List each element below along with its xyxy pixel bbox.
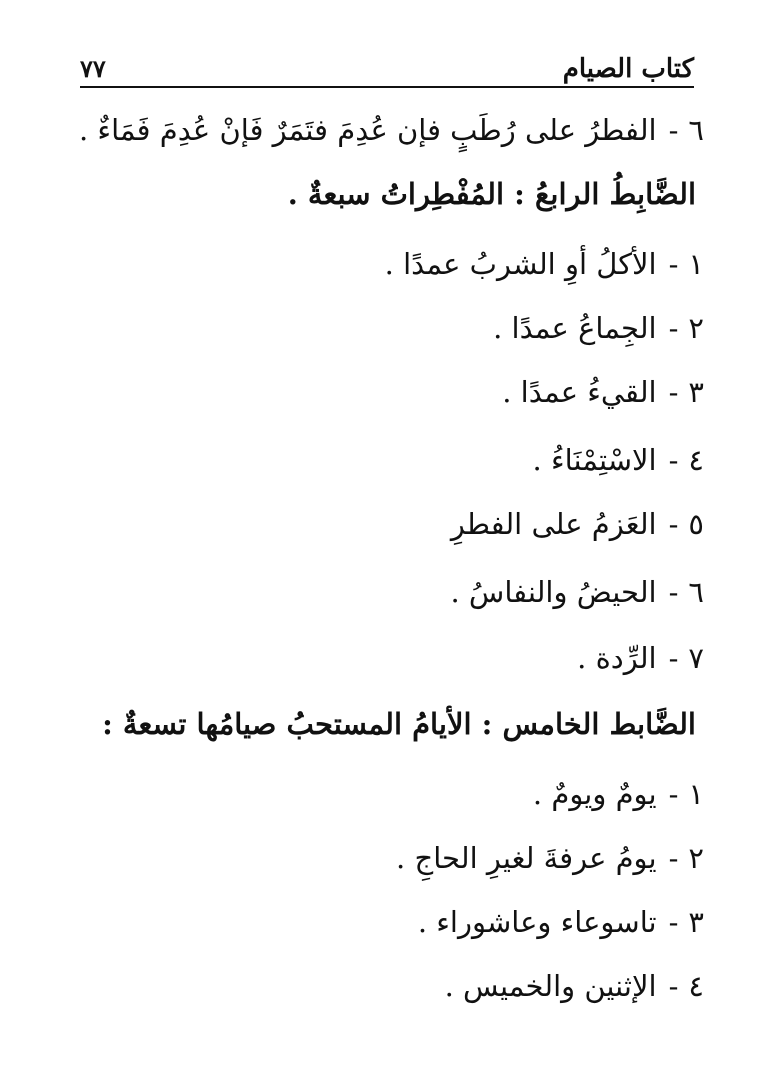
item-number: ١ (688, 247, 704, 281)
item-number: ٦ (688, 575, 704, 609)
item-dash: - (668, 641, 679, 675)
item-text: الحيضُ والنفاسُ . (450, 575, 657, 609)
list-item (418, 900, 704, 944)
item-dash: - (668, 247, 679, 281)
list-item (533, 772, 704, 816)
item-dash: - (668, 575, 679, 609)
list-item (533, 438, 704, 482)
item-number: ٢ (688, 311, 704, 345)
section-heading: الضَّابط الخامس : الأيامُ المستحبُ صيامُها تسعةٌ : (102, 707, 696, 741)
page-number: ٧٧ (80, 54, 106, 83)
item-number: ٣ (688, 375, 704, 409)
item-number: ٥ (688, 507, 704, 541)
list-item (502, 370, 704, 414)
item-text: تاسوعاء وعاشوراء . (417, 905, 657, 939)
item-dash: - (668, 777, 679, 811)
item-dash: - (668, 375, 679, 409)
item-text: الرِّدة . (577, 641, 657, 675)
item-dash: - (668, 905, 679, 939)
item-text: العَزمُ على الفطرِ (450, 507, 657, 541)
item-dash: - (668, 507, 679, 541)
item-number: ٤ (688, 969, 704, 1003)
item-dash: - (668, 443, 679, 477)
list-item (445, 964, 704, 1008)
item-dash: - (668, 841, 679, 875)
item-text: يومُ عرفةَ لغيرِ الحاجِ . (396, 841, 657, 875)
item-text: الاسْتِمْنَاءُ . (532, 443, 657, 477)
item-text: الفطرُ على رُطَبٍ فإن عُدِمَ فتَمَرٌ فَإنْ عُدِمَ فَمَاءٌ . (79, 113, 657, 147)
item-text: يومٌ ويومٌ . (532, 777, 657, 811)
item-dash: - (668, 969, 679, 1003)
list-item (577, 636, 704, 680)
list-item (396, 836, 704, 880)
chapter-title: كتاب الصيام (562, 54, 694, 84)
item-number: ٤ (688, 443, 704, 477)
item-number: ٧ (688, 641, 704, 675)
item-number: ٣ (688, 905, 704, 939)
item-text: الجِماعُ عمدًا . (493, 311, 657, 345)
list-item (79, 108, 704, 152)
item-dash: - (668, 311, 679, 345)
item-text: القيءُ عمدًا . (502, 375, 657, 409)
list-item (451, 502, 704, 546)
page-header (80, 52, 694, 88)
item-number: ٦ (688, 113, 704, 147)
item-number: ١ (688, 777, 704, 811)
list-item (385, 242, 704, 286)
list-item (451, 570, 705, 614)
item-number: ٢ (688, 841, 704, 875)
list-item (493, 306, 704, 350)
item-text: الإثنين والخميس . (444, 969, 657, 1003)
item-dash: - (668, 113, 679, 147)
item-text: الأكلُ أوِ الشربُ عمدًا . (384, 247, 657, 281)
section-heading: الضَّابِطُ الرابعُ : المُفْطِراتُ سبعةٌ . (287, 177, 696, 211)
